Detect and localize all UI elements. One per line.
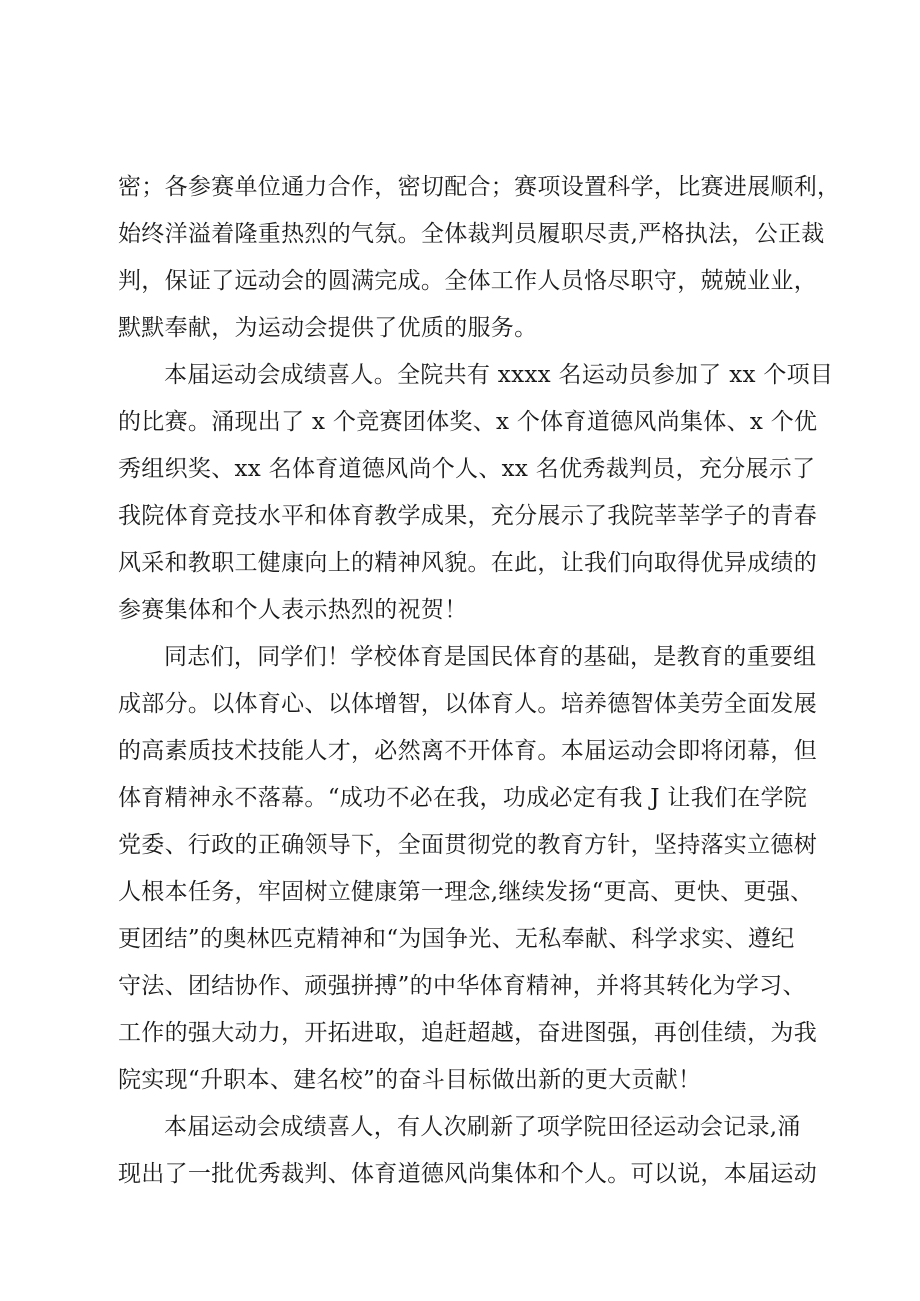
text-line: 风采和教职工健康向上的精神风貌。在此，让我们向取得优异成绩的 — [118, 550, 817, 576]
text-line: 参赛集体和个人表示热烈的祝贺！ — [118, 597, 468, 623]
paragraph-first-line: 本届运动会成绩喜人。全院共有 xxxx 名运动员参加了 xx 个项目 — [164, 362, 834, 388]
text-line: 现出了一批优秀裁判、体育道德风尚集体和个人。可以说，本届运动 — [118, 1161, 817, 1187]
text-line: 人根本任务，牢固树立健康第一理念,继续发扬“更高、更快、更强、 — [118, 879, 814, 905]
text-line: 成部分。以体育心、以体增智，以体育人。培养德智体美劳全面发展 — [118, 691, 817, 717]
text-line: 我院体育竞技水平和体育教学成果，充分展示了我院莘莘学子的青春 — [118, 503, 817, 529]
text-line: 体育精神永不落幕。“成功不必在我，功成必定有我 J 让我们在学院 — [118, 785, 808, 811]
paragraph-first-line: 同志们，同学们！学校体育是国民体育的基础，是教育的重要组 — [164, 644, 817, 670]
text-line: 守法、团结协作、顽强拼搏”的中华体育精神，并将其转化为学习、 — [118, 973, 806, 999]
text-line: 更团结”的奥林匹克精神和“为国争光、无私奉献、科学求实、遵纪 — [118, 926, 795, 952]
text-line: 的比赛。涌现出了 x 个竞赛团体奖、x 个体育道德风尚集体、x 个优 — [118, 409, 818, 435]
text-line: 始终洋溢着隆重热烈的气氛。全体裁判员履职尽责,严格执法，公正裁 — [118, 221, 825, 247]
text-line: 院实现“升职本、建名校”的奋斗目标做出新的更大贡献！ — [118, 1067, 702, 1093]
text-line: 密；各参赛单位通力合作，密切配合；赛项设置科学，比赛进展顺利， — [118, 174, 841, 200]
text-line: 的高素质技术技能人才，必然离不开体育。本届运动会即将闭幕，但 — [118, 738, 817, 764]
text-line: 秀组织奖、xx 名体育道德风尚个人、xx 名优秀裁判员，充分展示了 — [118, 456, 816, 482]
paragraph-first-line: 本届运动会成绩喜人，有人次刷新了项学院田径运动会记录,涌 — [164, 1114, 801, 1140]
document-body — [118, 164, 841, 1198]
text-line: 默默奉献，为运动会提供了优质的服务。 — [118, 315, 538, 341]
text-line: 工作的强大动力，开拓进取，追赶超越，奋进图强，再创佳绩，为我 — [118, 1020, 817, 1046]
text-line: 判，保证了远动会的圆满完成。全体工作人员恪尽职守，兢兢业业， — [118, 268, 817, 294]
text-line: 党委、行政的正确领导下，全面贯彻党的教育方针，坚持落实立德树 — [118, 832, 817, 858]
